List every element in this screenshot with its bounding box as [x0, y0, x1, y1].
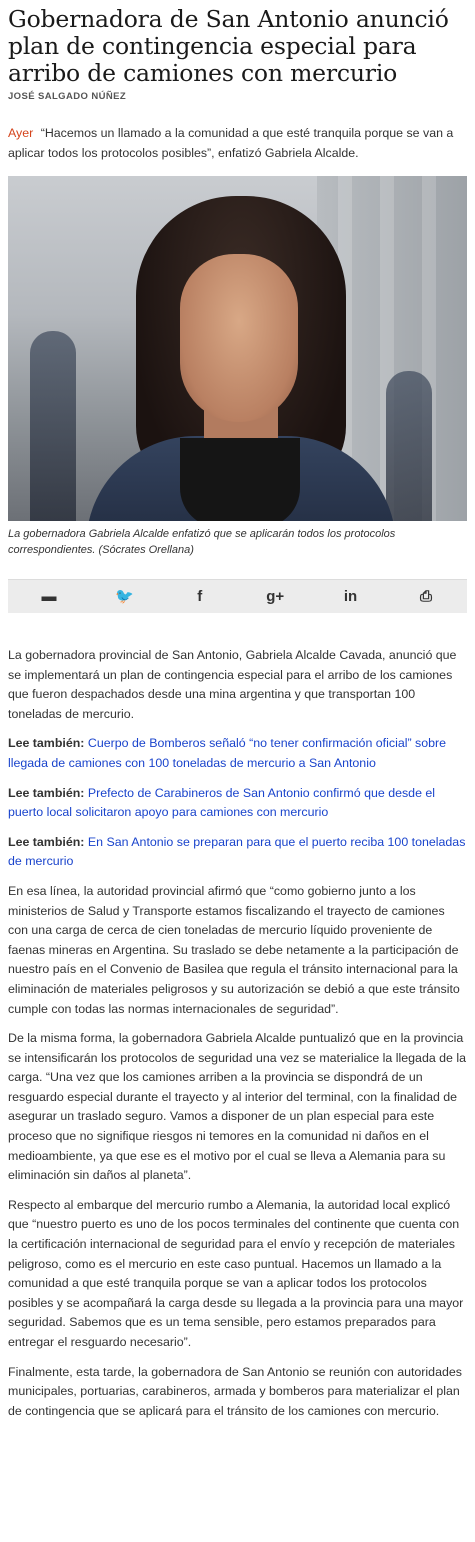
photo-bystander [30, 331, 76, 521]
related-link[interactable]: Prefecto de Carabineros de San Antonio confirmó que desde el puerto local solicitaron apoyo para camiones con mercurio [8, 785, 436, 820]
print-icon[interactable]: ⎙ [419, 587, 432, 605]
related-link[interactable]: En San Antonio se preparan para que el puerto reciba 100 toneladas de mercurio [8, 834, 466, 869]
comment-icon[interactable]: ▬ [41, 587, 57, 605]
article-lead-text: “Hacemos un llamado a la comunidad a que esté tranquila porque se van a aplicar todos los protocolos posibles”, enfatizó Gabriela Alcalde. [8, 126, 454, 160]
article-lead [8, 123, 467, 163]
photo-caption: La gobernadora Gabriela Alcalde enfatizó que se aplicarán todos los protocolos correspondientes. (Sócrates Orellana) [8, 528, 396, 556]
related-label: Lee también: [8, 736, 85, 751]
article-photo[interactable] [8, 176, 467, 521]
body-paragraph: La gobernadora provincial de San Antonio, Gabriela Alcalde Cavada, anunció que se implementará un plan de contingencia especial para el arribo de los camiones que fueron despachados desde una mina argentina y que transportan 100 toneladas de mercurio. [8, 648, 457, 721]
related-label: Lee también: [8, 834, 85, 849]
body-paragraph: En esa línea, la autoridad provincial afirmó que “como gobierno junto a los ministerios de Salud y Transporte estamos fiscalizando el trayecto de camiones con una carga de cerca de cien toneladas de mercurio líquido proveniente de faenas mineras en Argentina. Su traslado se debe netamente a la participación de nuestro país en el Convenio de Basilea que regula el tránsito internacional para la eliminación de materiales peligrosos y su autorización se debió a que este tránsito cumple con todas las normas internacionales de seguridad”. [8, 883, 460, 1016]
body-paragraph: De la misma forma, la gobernadora Gabriela Alcalde puntualizó que en la provincia se intensificarán los protocolos de seguridad una vez se materialice la llegada de la carga. “Una vez que los camiones arriben a la provincia se dispondrá de un resguardo especial durante el trayecto y al interior del terminal, con la finalidad de asegurar un traslado seguro. Vamos a disponer de un plan especial para este proceso que no signifique riesgos ni temores en la comunidad ni daños en el medioambiente, ya que ese es el motivo por el cual se lleva a Alemania para su eliminación sin daños al planeta”. [8, 1031, 467, 1183]
photo-subject-face [180, 254, 298, 422]
related-link-block [8, 833, 467, 872]
related-link[interactable]: Cuerpo de Bomberos señaló “no tener confirmación oficial” sobre llegada de camiones con 100 toneladas de mercurio a San Antonio [8, 736, 447, 770]
article-author[interactable]: JOSÉ SALGADO NÚÑEZ [8, 91, 127, 102]
google-plus-icon[interactable]: g+ [266, 587, 285, 605]
share-bar [8, 579, 467, 613]
photo-subject-shirt [180, 438, 300, 521]
related-link-block [8, 784, 467, 823]
twitter-icon[interactable]: 🐦 [115, 587, 134, 605]
body-paragraph: Respecto al embarque del mercurio rumbo a Alemania, la autoridad local explicó que “nuestro puerto es uno de los pocos terminales del continente que cuenta con la certificación internacional de seguridad para el envío y recepción de materiales peligroso, como es el mercurio en este caso puntual. Hacemos un llamado a la comunidad a que esté tranquila porque se van a aplicar todos los protocolos posibles y se acompañará la carga desde su llegada a la provincia para una mayor seguridad. Sabemos que es un tema sensible, pero estamos preparados para entregar el resguardo necesario”. [8, 1197, 464, 1349]
photo-bystander [386, 371, 432, 521]
article-date: Ayer [8, 126, 34, 140]
facebook-icon[interactable]: f [197, 587, 203, 605]
article-headline: Gobernadora de San Antonio anunció plan de contingencia especial para arribo de camiones con mercurio [8, 5, 449, 87]
related-link-block [8, 734, 467, 773]
body-paragraph: Finalmente, esta tarde, la gobernadora de San Antonio se reunión con autoridades municipales, portuarias, carabineros, armada y bomberos para materializar el plan de contingencia que se aplicará para el tránsito de los camiones con mercurio. [8, 1364, 462, 1418]
linkedin-icon[interactable]: in [343, 587, 358, 605]
related-label: Lee también: [8, 785, 85, 800]
